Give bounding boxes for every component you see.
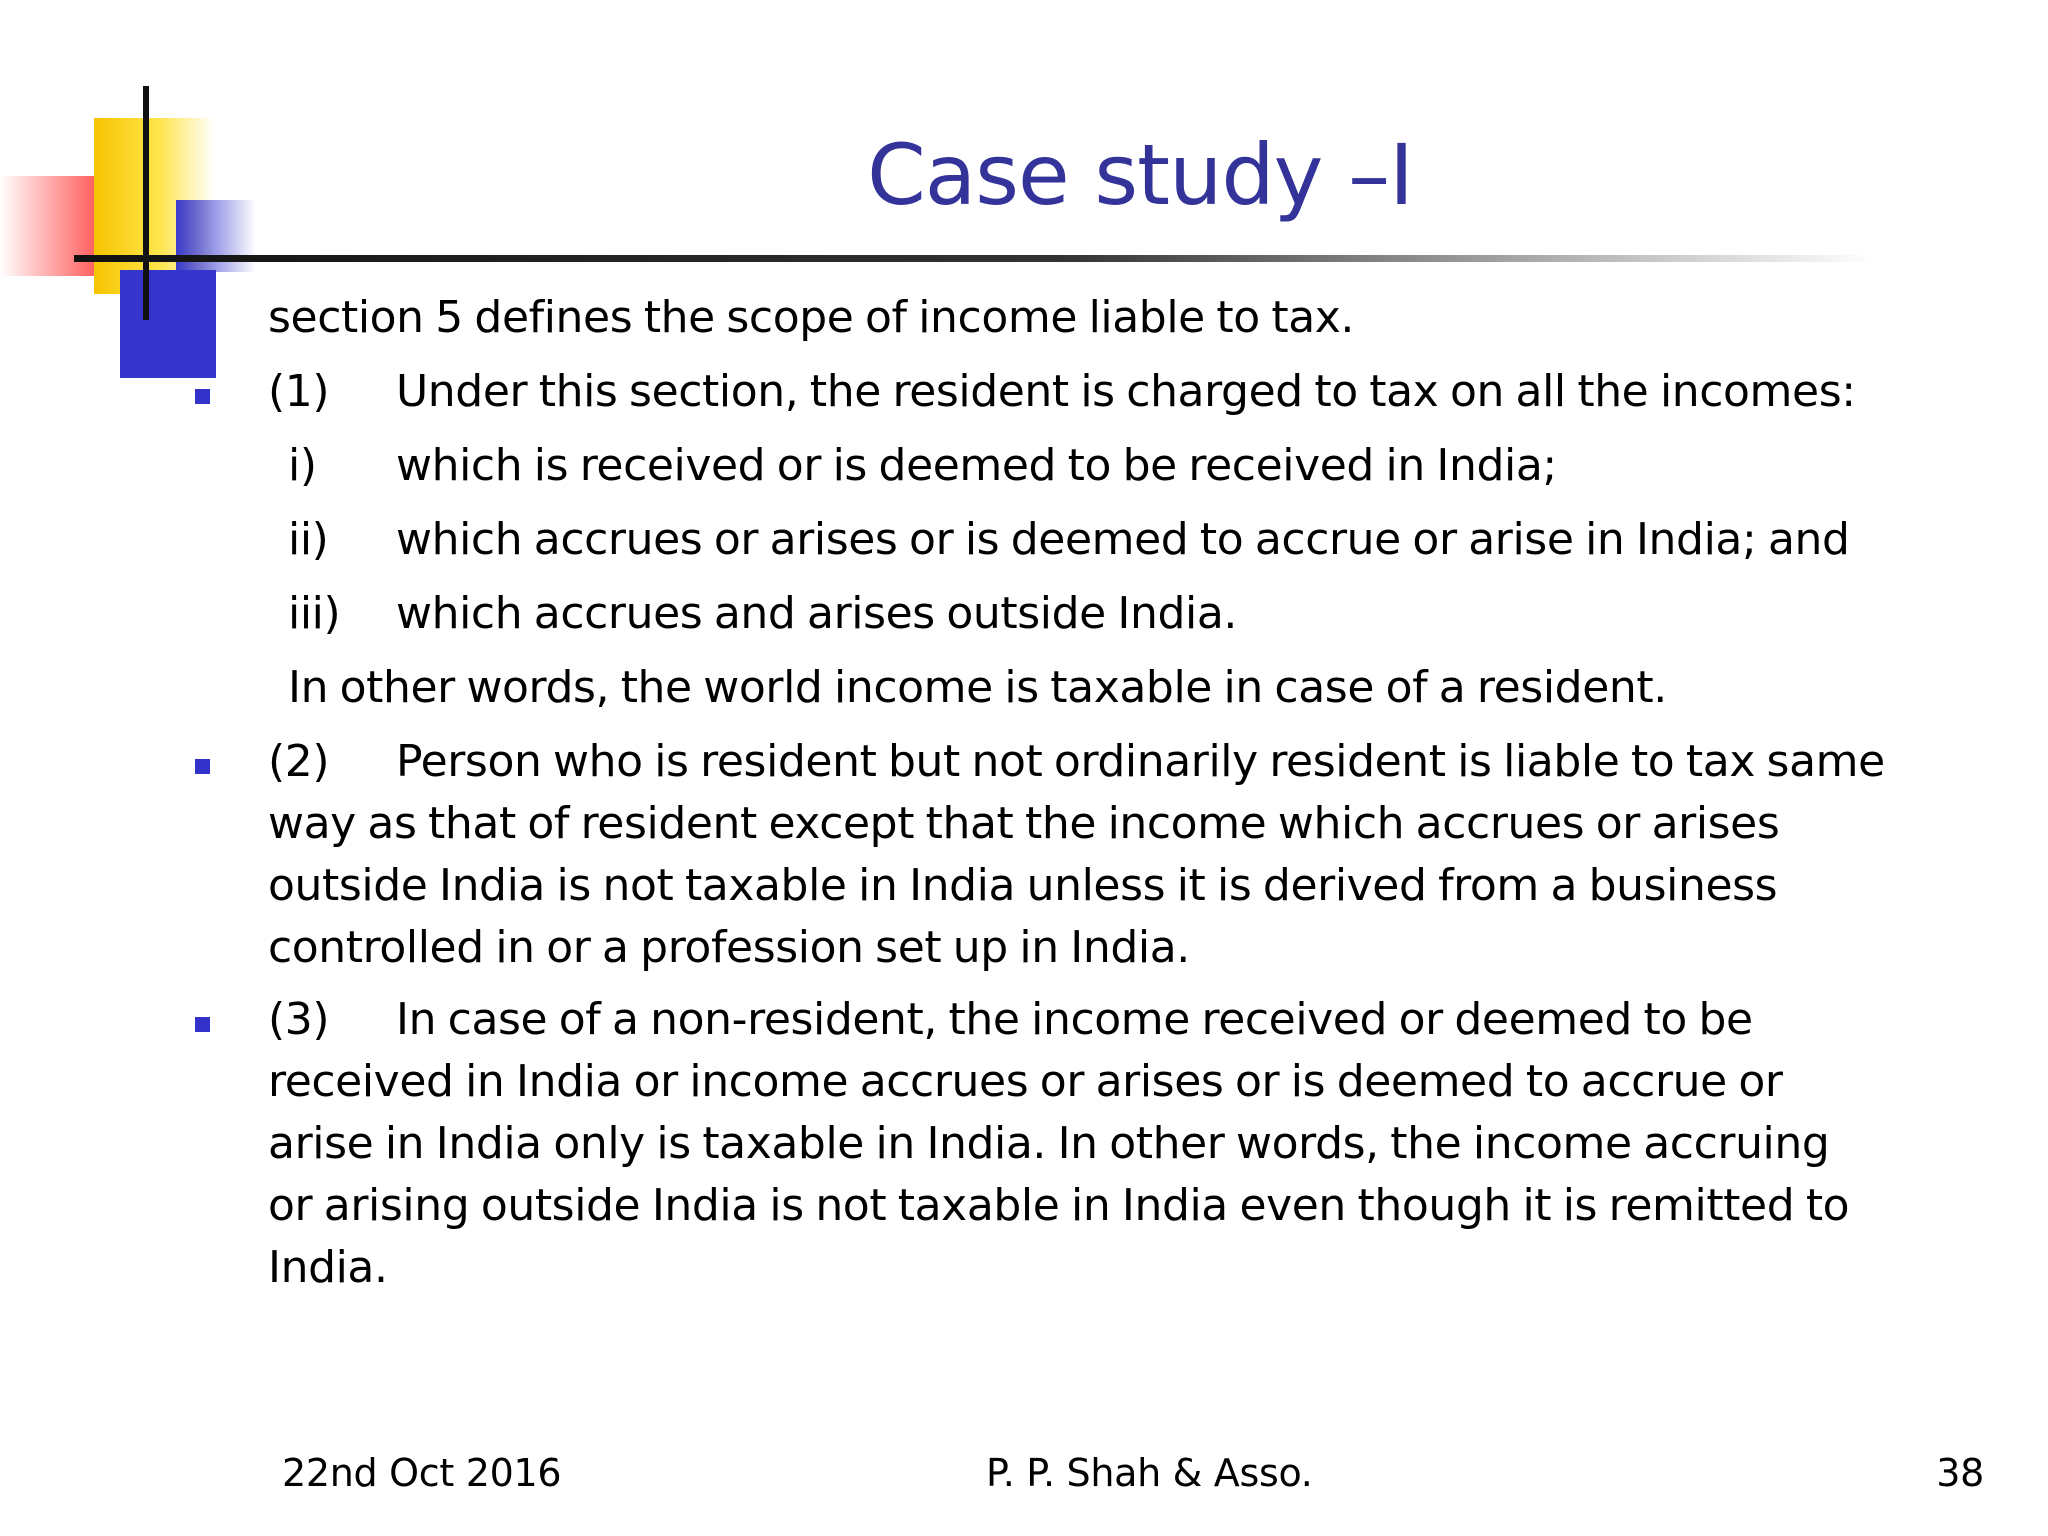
item-number: (1) — [268, 366, 330, 417]
item-line: In case of a non-resident, the income received or deemed to be — [396, 994, 1753, 1045]
bullet-icon — [195, 759, 210, 774]
subitem-number: ii) — [288, 514, 329, 565]
item-note: In other words, the world income is taxable in case of a resident. — [288, 662, 1667, 713]
title-underline — [74, 255, 1874, 262]
footer-author: P. P. Shah & Asso. — [986, 1451, 1313, 1495]
item-text: Under this section, the resident is charged to tax on all the incomes: — [396, 366, 1856, 417]
item-number: (2) — [268, 736, 330, 787]
bullet-icon — [195, 389, 210, 404]
slide-title: Case study –I — [867, 126, 1413, 224]
subitem-text: which is received or is deemed to be received in India; — [396, 440, 1557, 491]
footer-page-number: 38 — [1936, 1451, 1984, 1495]
subitem-number: iii) — [288, 588, 341, 639]
item-number: (3) — [268, 994, 330, 1045]
subitem-text: which accrues and arises outside India. — [396, 588, 1237, 639]
item-line: controlled in or a profession set up in India. — [268, 922, 1190, 973]
item-line: outside India is not taxable in India unless it is derived from a business — [268, 860, 1778, 911]
item-line: received in India or income accrues or arises or is deemed to accrue or — [268, 1056, 1783, 1107]
footer-date: 22nd Oct 2016 — [282, 1451, 562, 1495]
decoration-vertical-line — [143, 86, 149, 320]
item-line: India. — [268, 1242, 388, 1293]
item-line: Person who is resident but not ordinarily resident is liable to tax same — [396, 736, 1885, 787]
item-line: way as that of resident except that the income which accrues or arises — [268, 798, 1780, 849]
subitem-number: i) — [288, 440, 317, 491]
item-line: or arising outside India is not taxable in India even though it is remitted to — [268, 1180, 1850, 1231]
item-line: arise in India only is taxable in India. In other words, the income accruing — [268, 1118, 1830, 1169]
bullet-icon — [195, 1017, 210, 1032]
decoration-blue-block — [120, 270, 216, 378]
subitem-text: which accrues or arises or is deemed to accrue or arise in India; and — [396, 514, 1850, 565]
intro-text: section 5 defines the scope of income liable to tax. — [268, 292, 1354, 343]
